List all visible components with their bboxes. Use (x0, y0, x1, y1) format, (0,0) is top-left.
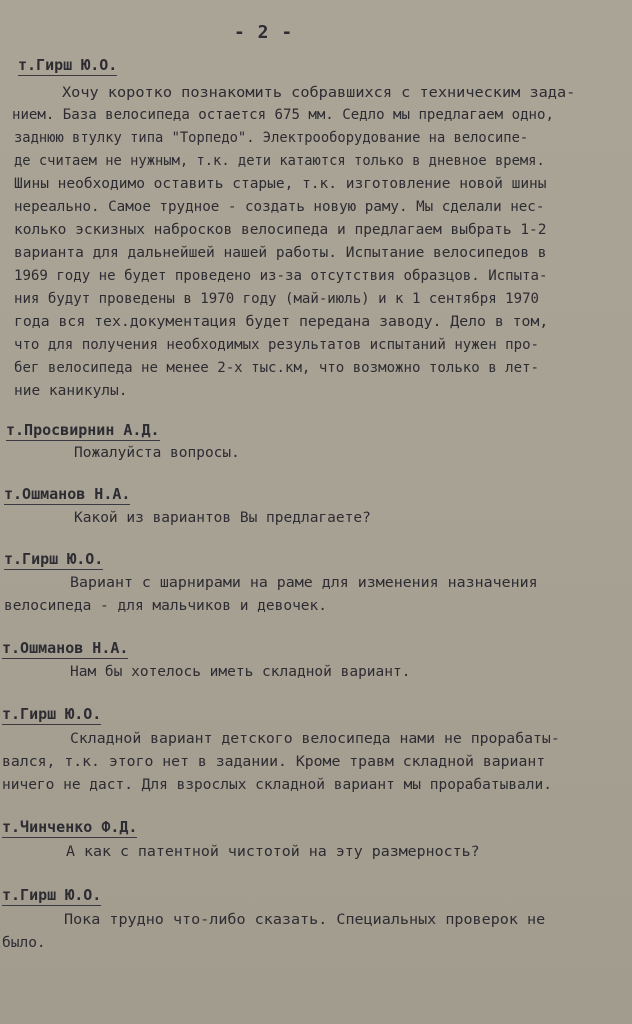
text-line: бег велосипеда не менее 2-х тыс.км, что возможно только в лет- (14, 360, 540, 376)
text-line: вался, т.к. этого нет в задании. Кроме травм складной вариант (2, 754, 546, 770)
text-line: варианта для дальнейшей нашей работы. Испытание велосипедов в (14, 245, 547, 261)
text-line: колько эскизных набросков велосипеда и предлагаем выбрать 1-2 (14, 222, 547, 238)
text-line: А как с патентной чистотой на эту размерность? (66, 844, 480, 860)
text-line: Складной вариант детского велосипеда нами не прорабаты- (70, 731, 560, 747)
text-line: Пожалуйста вопросы. (74, 445, 240, 461)
text-line: ния будут проведены в 1970 году (май-июль) и к 1 сентября 1970 (14, 291, 540, 307)
speaker-name: т.Чинченко Ф.Д. (2, 818, 138, 836)
speaker-name: т.Гирш Ю.О. (2, 886, 102, 904)
text-line: Нам бы хотелось иметь складной вариант. (70, 664, 411, 680)
text-line: ние каникулы. (14, 383, 128, 399)
text-line: было. (2, 935, 46, 951)
text-line: де считаем не нужным, т.к. дети катаются только в дневное время. (14, 153, 545, 169)
speaker-name: т.Гирш Ю.О. (18, 56, 118, 74)
text-line: велосипеда - для мальчиков и девочек. (4, 598, 328, 614)
text-line: 1969 году не будет проведено из-за отсутствия образцов. Испыта- (14, 268, 548, 284)
speaker-name: т.Ошманов Н.А. (4, 485, 131, 503)
speaker-name: т.Ошманов Н.А. (2, 639, 129, 657)
speaker-name: т.Просвирнин А.Д. (6, 421, 160, 439)
text-line: Шины необходимо оставить старые, т.к. изготовление новой шины (14, 176, 547, 192)
speaker-name: т.Гирш Ю.О. (4, 550, 104, 568)
text-line: заднюю втулку типа "Торпедо". Электрооборудование на велосипе- (14, 130, 529, 146)
text-line: Вариант с шарнирами на раме для изменения назначения (70, 575, 538, 591)
text-line: Хочу коротко познакомить собравшихся с техническим зада- (62, 85, 576, 101)
text-line: Какой из вариантов Вы предлагаете? (74, 510, 371, 526)
text-line: нием. База велосипеда остается 675 мм. Седло мы предлагаем одно, (12, 107, 554, 123)
text-line: Пока трудно что-либо сказать. Специальных проверок не (64, 912, 546, 928)
page-number: - 2 - (234, 22, 294, 43)
speaker-name: т.Гирш Ю.О. (2, 705, 102, 723)
text-line: что для получения необходимых результатов испытаний нужен про- (14, 337, 540, 353)
text-line: года вся тех.документация будет передана заводу. Дело в том, (14, 314, 549, 330)
text-line: ничего не даст. Для взрослых складной вариант мы прорабатывали. (2, 777, 552, 793)
text-line: нереально. Самое трудное - создать новую раму. Мы сделали нес- (14, 199, 545, 215)
